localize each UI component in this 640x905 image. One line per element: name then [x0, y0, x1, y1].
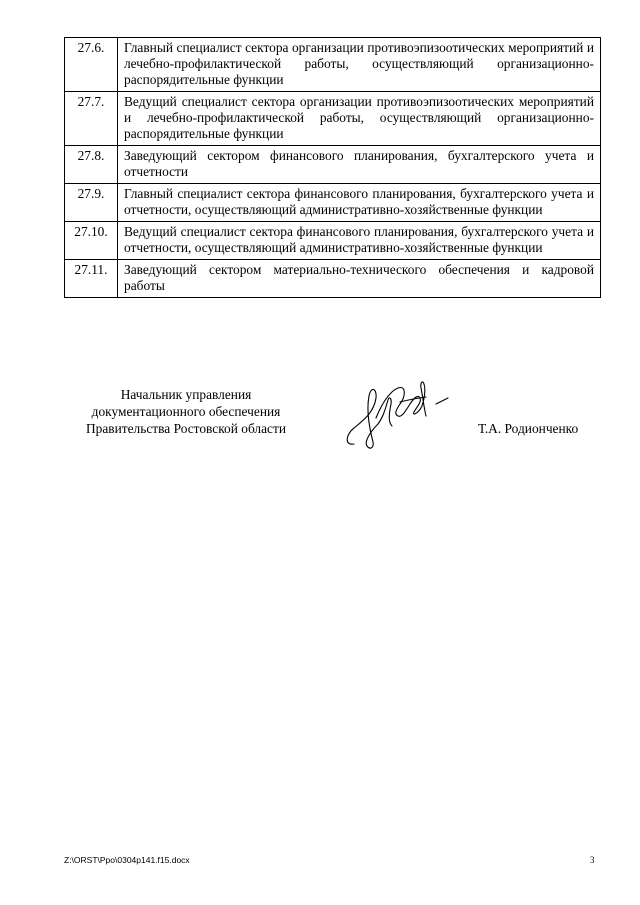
- row-number: 27.9.: [65, 184, 118, 222]
- page-number: 3: [590, 855, 595, 865]
- row-number: 27.11.: [65, 260, 118, 298]
- row-number: 27.10.: [65, 222, 118, 260]
- position-description: Заведующий сектором финансового планирования, бухгалтерского учета и отчетности: [118, 146, 601, 184]
- signer-title: [68, 386, 304, 437]
- position-description: Ведущий специалист сектора финансового планирования, бухгалтерского учета и отчетности, осуществляющий административно-хозяйственные функции: [118, 222, 601, 260]
- table-row: [65, 260, 601, 298]
- signer-title-line: Начальник управления: [120, 387, 252, 402]
- table-row: [65, 222, 601, 260]
- row-number: 27.7.: [65, 92, 118, 146]
- position-description: Ведущий специалист сектора организации противоэпизоотических мероприятий и лечебно-профилактической работы, осуществляющий организационно-распорядительные функции: [118, 92, 601, 146]
- table-row: [65, 38, 601, 92]
- file-path: Z:\ORST\Ppo\0304p141.f15.docx: [64, 855, 190, 865]
- position-description: Главный специалист сектора организации противоэпизоотических мероприятий и лечебно-профилактической работы, осуществляющий организационно-распорядительные функции: [118, 38, 601, 92]
- positions-table: [64, 37, 601, 298]
- position-description: Главный специалист сектора финансового планирования, бухгалтерского учета и отчетности, осуществляющий административно-хозяйственные функции: [118, 184, 601, 222]
- handwritten-signature: [340, 372, 460, 454]
- position-description: Заведующий сектором материально-технического обеспечения и кадровой работы: [118, 260, 601, 298]
- table-row: [65, 146, 601, 184]
- signer-title-line: Правительства Ростовской области: [85, 421, 287, 436]
- table-row: [65, 184, 601, 222]
- signer-name: Т.А. Родионченко: [478, 421, 579, 436]
- row-number: 27.8.: [65, 146, 118, 184]
- signer-title-line: документационного обеспечения: [91, 404, 281, 419]
- row-number: 27.6.: [65, 38, 118, 92]
- table-row: [65, 92, 601, 146]
